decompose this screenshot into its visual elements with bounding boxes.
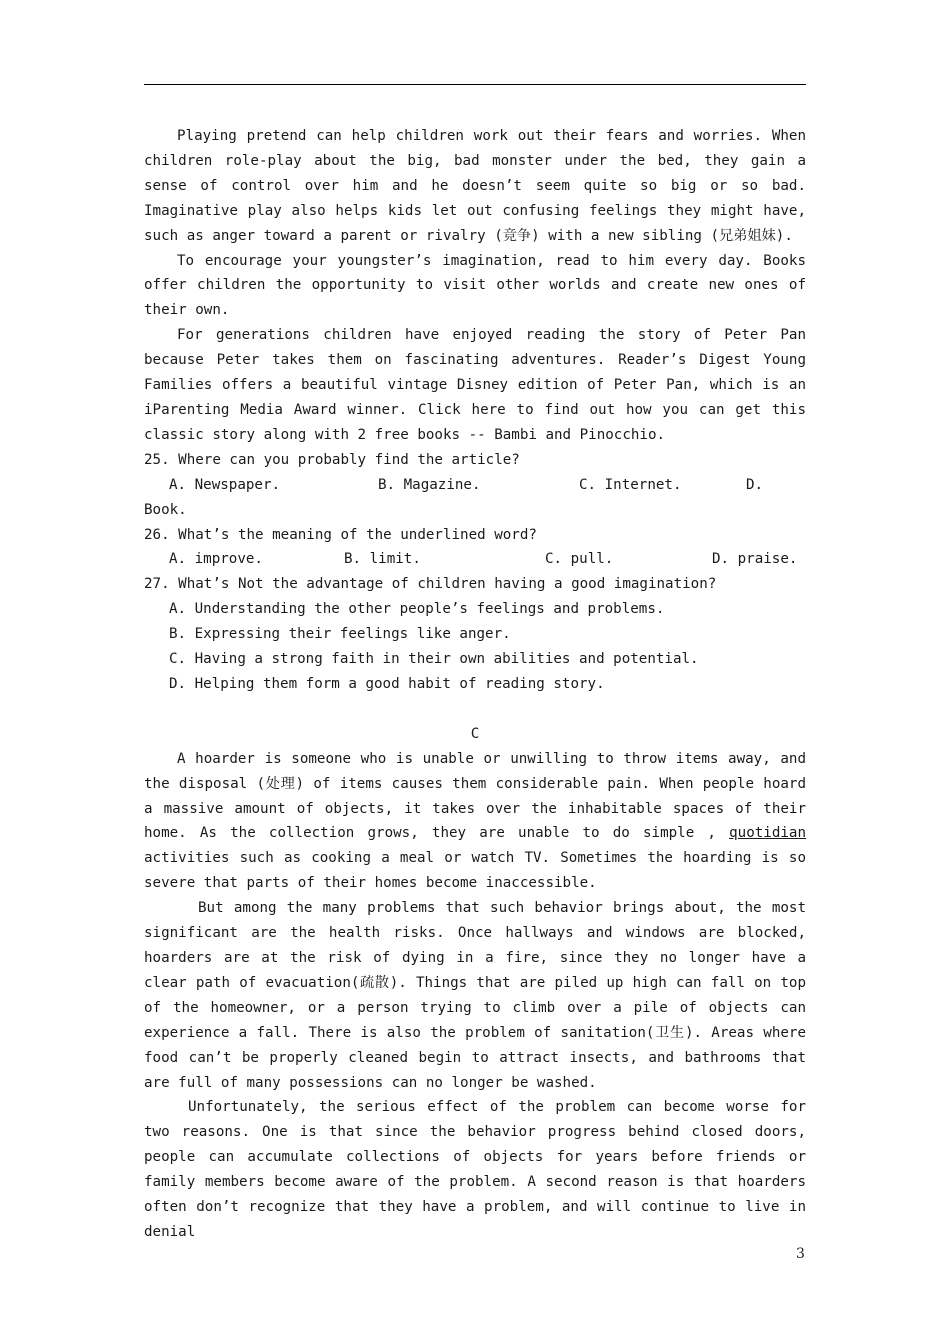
- passage-b-paragraph-2: To encourage your youngster’s imagination, read to him every day. Books offer children the opportunity to visit other worlds and create new ones of their own.: [144, 252, 806, 319]
- question-25-option-b: B. Magazine.: [378, 476, 481, 493]
- question-25-option-c: C. Internet.: [579, 476, 682, 493]
- question-27-stem: 27. What’s Not the advantage of children having a good imagination?: [144, 576, 717, 593]
- question-25-options: [144, 473, 806, 498]
- passage-c-paragraph-1-end: activities such as cooking a meal or watch TV. Sometimes the hoarding is so severe that parts of their homes become inaccessible.: [144, 850, 806, 892]
- question-26-option-b: B. limit.: [344, 551, 421, 568]
- header-rule: [144, 84, 806, 85]
- passage-c-paragraph-1-start: A hoarder is someone who is unable or unwilling to throw items away, and the disposal (处理) of items causes them considerable pain. When people hoard a massive amount of objects, it takes over the inhabitable spaces of their home. As the collection grows, they are unable to do simple ,: [144, 750, 806, 842]
- question-27-option-a: A. Understanding the other people’s feelings and problems.: [169, 601, 665, 618]
- passage-c-paragraph-1: [144, 747, 806, 896]
- question-25-option-d: D.: [746, 476, 764, 493]
- section-heading-c: C: [470, 725, 480, 742]
- page-number: 3: [796, 1246, 805, 1262]
- passage-b-paragraph-3: For generations children have enjoyed reading the story of Peter Pan because Peter takes them on fascinating adventures. Reader’s Digest Young Families offers a beautiful vintage Disney edition of Peter Pan, which is an iParenting Media Award winner. Click here to find out how you can get this classic story along with 2 free books -- Bambi and Pinocchio.: [144, 327, 806, 443]
- question-27-option-c: C. Having a strong faith in their own abilities and potential.: [169, 651, 699, 668]
- passage-c-paragraph-2: But among the many problems that such behavior brings about, the most significant are the health risks. Once hallways and windows are blocked, hoarders are at the risk of dying in a fire, since they no longer have a clear path of evacuation(疏散). Things that are piled up high can fall on top of the homeowner, or a person trying to climb over a pile of objects can experience a fall. There is also the problem of sanitation(卫生). Areas where food can’t be properly cleaned begin to attract insects, and bathrooms that are full of many possessions can no longer be washed.: [144, 900, 806, 1091]
- question-26-option-d: D. praise.: [712, 551, 798, 568]
- question-27-option-d: D. Helping them form a good habit of reading story.: [169, 675, 605, 692]
- underlined-word: quotidian: [729, 825, 806, 842]
- passage-b-paragraph-1: Playing pretend can help children work out their fears and worries. When children role-play about the big, bad monster under the bed, they gain a sense of control over him and he doesn’t seem quite so big or so bad. Imaginative play also helps kids let out confusing feelings they might have, such as anger toward a parent or rivalry (竞争) with a new sibling (兄弟姐妹).: [144, 128, 806, 244]
- question-25-option-d-text: Book.: [144, 501, 187, 518]
- question-26-stem: 26. What’s the meaning of the underlined word?: [144, 526, 537, 543]
- section-spacer: [144, 697, 806, 722]
- question-26-option-c: C. pull.: [545, 551, 614, 568]
- page-content: [144, 124, 806, 1245]
- question-26-options: [144, 547, 806, 572]
- question-27-option-b: B. Expressing their feelings like anger.: [169, 626, 511, 643]
- question-25-option-a: A. Newspaper.: [169, 476, 281, 493]
- passage-c-paragraph-3: Unfortunately, the serious effect of the problem can become worse for two reasons. One is that since the behavior progress behind closed doors, people can accumulate collections of objects for years before friends or family members become aware of the problem. A second reason is that hoarders often don’t recognize that they have a problem, and will continue to live in denial: [144, 1099, 806, 1240]
- question-26-option-a: A. improve.: [169, 551, 263, 568]
- question-25-stem: 25. Where can you probably find the article?: [144, 451, 520, 468]
